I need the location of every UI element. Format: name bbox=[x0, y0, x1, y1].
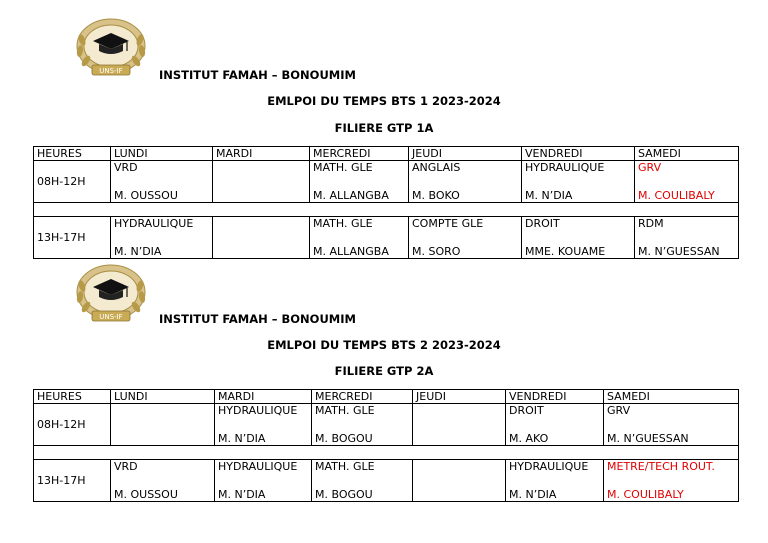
teacher-cell: M. N’DIA bbox=[215, 488, 312, 502]
subject-cell: HYDRAULIQUE bbox=[111, 217, 213, 246]
subject-cell: METRE/TECH ROUT. bbox=[604, 460, 739, 489]
teacher-cell: M. BOKO bbox=[409, 189, 522, 203]
subject-cell: VRD bbox=[111, 161, 213, 190]
teacher-cell: M. OUSSOU bbox=[111, 488, 215, 502]
subject-cell: HYDRAULIQUE bbox=[215, 404, 312, 433]
subject-cell bbox=[213, 161, 310, 190]
table-header-row bbox=[34, 147, 739, 161]
subject-cell: GRV bbox=[604, 404, 739, 433]
subject-cell: GRV bbox=[635, 161, 739, 190]
teacher-cell: MME. KOUAME bbox=[522, 245, 635, 259]
teacher-cell bbox=[413, 432, 506, 446]
separator-cell bbox=[34, 446, 739, 460]
institute-name: INSTITUT FAMAH – BONOUMIM bbox=[159, 312, 356, 326]
teacher-cell: M. N’DIA bbox=[522, 189, 635, 203]
teacher-cell: M. N’DIA bbox=[506, 488, 604, 502]
separator-cell bbox=[34, 203, 739, 217]
timetable-2 bbox=[33, 389, 739, 502]
teacher-cell: M. BOGOU bbox=[312, 432, 413, 446]
table-row bbox=[34, 217, 739, 246]
teacher-cell: M. SORO bbox=[409, 245, 522, 259]
institute-logo-1 bbox=[72, 18, 150, 84]
subject-cell: HYDRAULIQUE bbox=[215, 460, 312, 489]
header-cell: HEURES bbox=[34, 390, 111, 404]
svg-text:UNS-IF: UNS-IF bbox=[99, 67, 123, 75]
teacher-cell: M. COULIBALY bbox=[635, 189, 739, 203]
hour-cell: 13H-17H bbox=[34, 217, 111, 259]
table-row bbox=[34, 189, 739, 203]
subject-cell: MATH. GLE bbox=[312, 460, 413, 489]
hour-cell: 08H-12H bbox=[34, 161, 111, 203]
timetable-1 bbox=[33, 146, 739, 259]
svg-text:UNS-IF: UNS-IF bbox=[99, 313, 123, 321]
header-cell: JEUDI bbox=[409, 147, 522, 161]
teacher-cell bbox=[111, 432, 215, 446]
subject-cell bbox=[213, 217, 310, 246]
teacher-cell: M. ALLANGBA bbox=[310, 189, 409, 203]
header-cell: LUNDI bbox=[111, 147, 213, 161]
subject-cell: HYDRAULIQUE bbox=[506, 460, 604, 489]
header-cell: VENDREDI bbox=[522, 147, 635, 161]
teacher-cell: M. N’DIA bbox=[215, 432, 312, 446]
subject-cell: MATH. GLE bbox=[310, 161, 409, 190]
subject-cell bbox=[413, 460, 506, 489]
teacher-cell: M. N’DIA bbox=[111, 245, 213, 259]
schedule-title: EMLPOI DU TEMPS BTS 1 2023-2024 bbox=[267, 94, 501, 108]
separator-row bbox=[34, 446, 739, 460]
filiere-title: FILIERE GTP 2A bbox=[334, 364, 434, 378]
institute-logo-emblem bbox=[72, 264, 150, 326]
subject-cell: VRD bbox=[111, 460, 215, 489]
teacher-cell: M. N’GUESSAN bbox=[635, 245, 739, 259]
separator-row bbox=[34, 203, 739, 217]
subject-cell: MATH. GLE bbox=[310, 217, 409, 246]
subject-cell: HYDRAULIQUE bbox=[522, 161, 635, 190]
teacher-cell bbox=[213, 245, 310, 259]
header-cell: LUNDI bbox=[111, 390, 215, 404]
institute-logo-emblem bbox=[72, 18, 150, 80]
teacher-cell: M. ALLANGBA bbox=[310, 245, 409, 259]
header-cell: MARDI bbox=[213, 147, 310, 161]
teacher-cell: M. N’GUESSAN bbox=[604, 432, 739, 446]
institute-name: INSTITUT FAMAH – BONOUMIM bbox=[159, 68, 356, 82]
schedule-title: EMLPOI DU TEMPS BTS 2 2023-2024 bbox=[267, 338, 501, 352]
header-cell: VENDREDI bbox=[506, 390, 604, 404]
header-cell: SAMEDI bbox=[604, 390, 739, 404]
subject-cell: MATH. GLE bbox=[312, 404, 413, 433]
header-cell: MARDI bbox=[215, 390, 312, 404]
hour-cell: 13H-17H bbox=[34, 460, 111, 502]
header-cell: HEURES bbox=[34, 147, 111, 161]
teacher-cell bbox=[413, 488, 506, 502]
teacher-cell bbox=[213, 189, 310, 203]
table-header-row bbox=[34, 390, 739, 404]
header-cell: SAMEDI bbox=[635, 147, 739, 161]
subject-cell: RDM bbox=[635, 217, 739, 246]
filiere-title: FILIERE GTP 1A bbox=[334, 121, 434, 135]
subject-cell: ANGLAIS bbox=[409, 161, 522, 190]
teacher-cell: M. OUSSOU bbox=[111, 189, 213, 203]
subject-cell bbox=[413, 404, 506, 433]
table-row bbox=[34, 432, 739, 446]
teacher-cell: M. COULIBALY bbox=[604, 488, 739, 502]
header-cell: MERCREDI bbox=[312, 390, 413, 404]
table-row bbox=[34, 460, 739, 489]
table-row bbox=[34, 488, 739, 502]
teacher-cell: M. AKO bbox=[506, 432, 604, 446]
table-row bbox=[34, 161, 739, 190]
table-row bbox=[34, 404, 739, 433]
header-cell: MERCREDI bbox=[310, 147, 409, 161]
subject-cell bbox=[111, 404, 215, 433]
hour-cell: 08H-12H bbox=[34, 404, 111, 446]
header-cell: JEUDI bbox=[413, 390, 506, 404]
teacher-cell: M. BOGOU bbox=[312, 488, 413, 502]
subject-cell: DROIT bbox=[506, 404, 604, 433]
table-row bbox=[34, 245, 739, 259]
subject-cell: COMPTE GLE bbox=[409, 217, 522, 246]
subject-cell: DROIT bbox=[522, 217, 635, 246]
institute-logo-2 bbox=[72, 264, 150, 330]
